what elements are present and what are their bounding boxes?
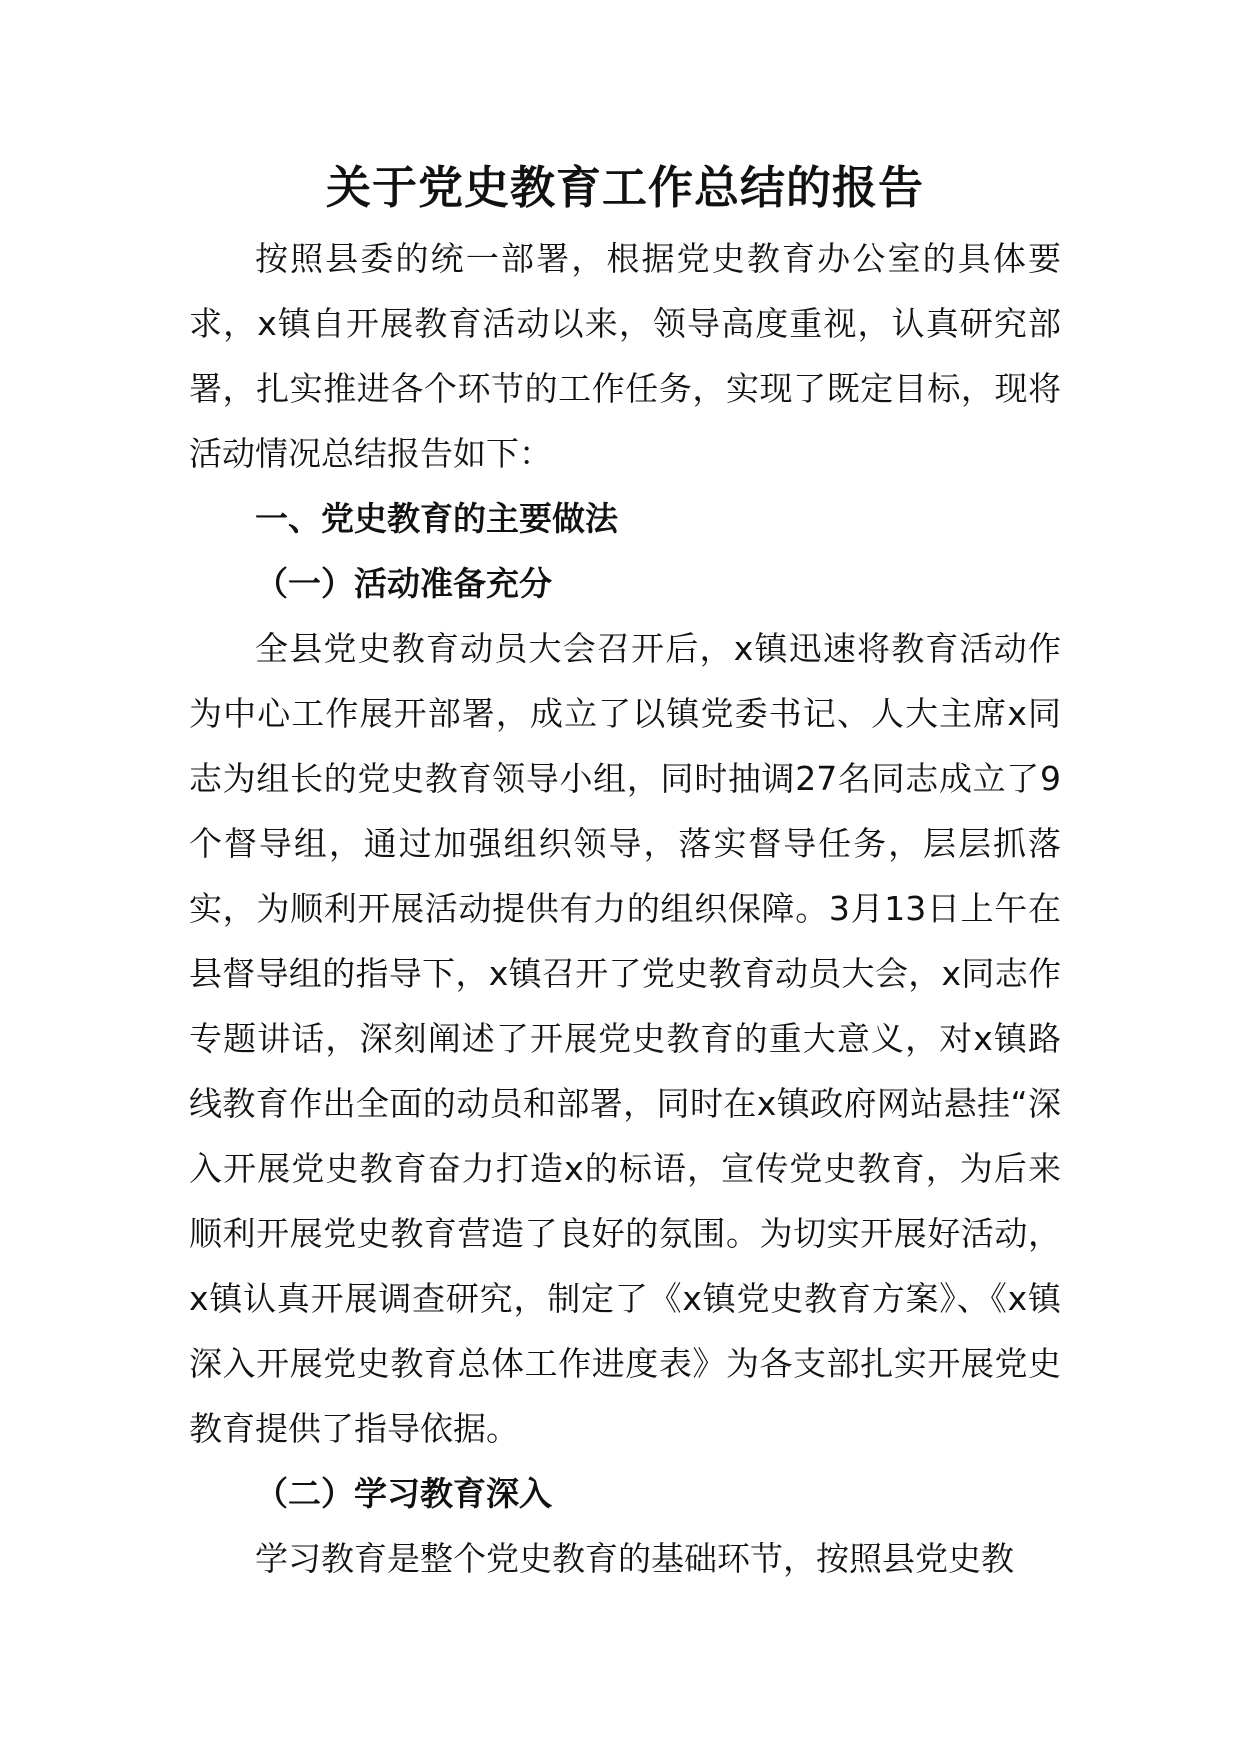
subsection-heading-1: （一）活动准备充分 — [255, 564, 552, 603]
document-page — [189, 150, 1061, 1591]
intro-paragraph: 按照县委的统一部署，根据党史教育办公室的具体要求，x镇自开展教育活动以来，领导高度重视，认真研究部署，扎实推进各个环节的工作任务，实现了既定目标，现将活动情况总结报告如下： — [189, 239, 1061, 473]
subsection-heading-2: （二）学习教育深入 — [255, 1474, 552, 1513]
subsection-1-paragraph: 全县党史教育动员大会召开后，x镇迅速将教育活动作为中心工作展开部署，成立了以镇党委书记、人大主席x同志为组长的党史教育领导小组，同时抽调27名同志成立了9个督导组，通过加强组织领导，落实督导任务，层层抓落实，为顺利开展活动提供有力的组织保障。3月13日上午在县督导组的指导下，x镇召开了党史教育动员大会，x同志作专题讲话，深刻阐述了开展党史教育的重大意义，对x镇路线教育作出全面的动员和部署，同时在x镇政府网站悬挂“深入开展党史教育奋力打造x的标语，宣传党史教育，为后来顺利开展党史教育营造了良好的氛围。为切实开展好活动，x镇认真开展调查研究，制定了《x镇党史教育方案》、《x镇深入开展党史教育总体工作进度表》为各支部扎实开展党史教育提供了指导依据。 — [189, 629, 1061, 1448]
document-title: 关于党史教育工作总结的报告 — [325, 161, 924, 214]
section-heading-1: 一、党史教育的主要做法 — [255, 499, 618, 538]
subsection-2-paragraph: 学习教育是整个党史教育的基础环节，按照县党史教 — [255, 1539, 1014, 1578]
